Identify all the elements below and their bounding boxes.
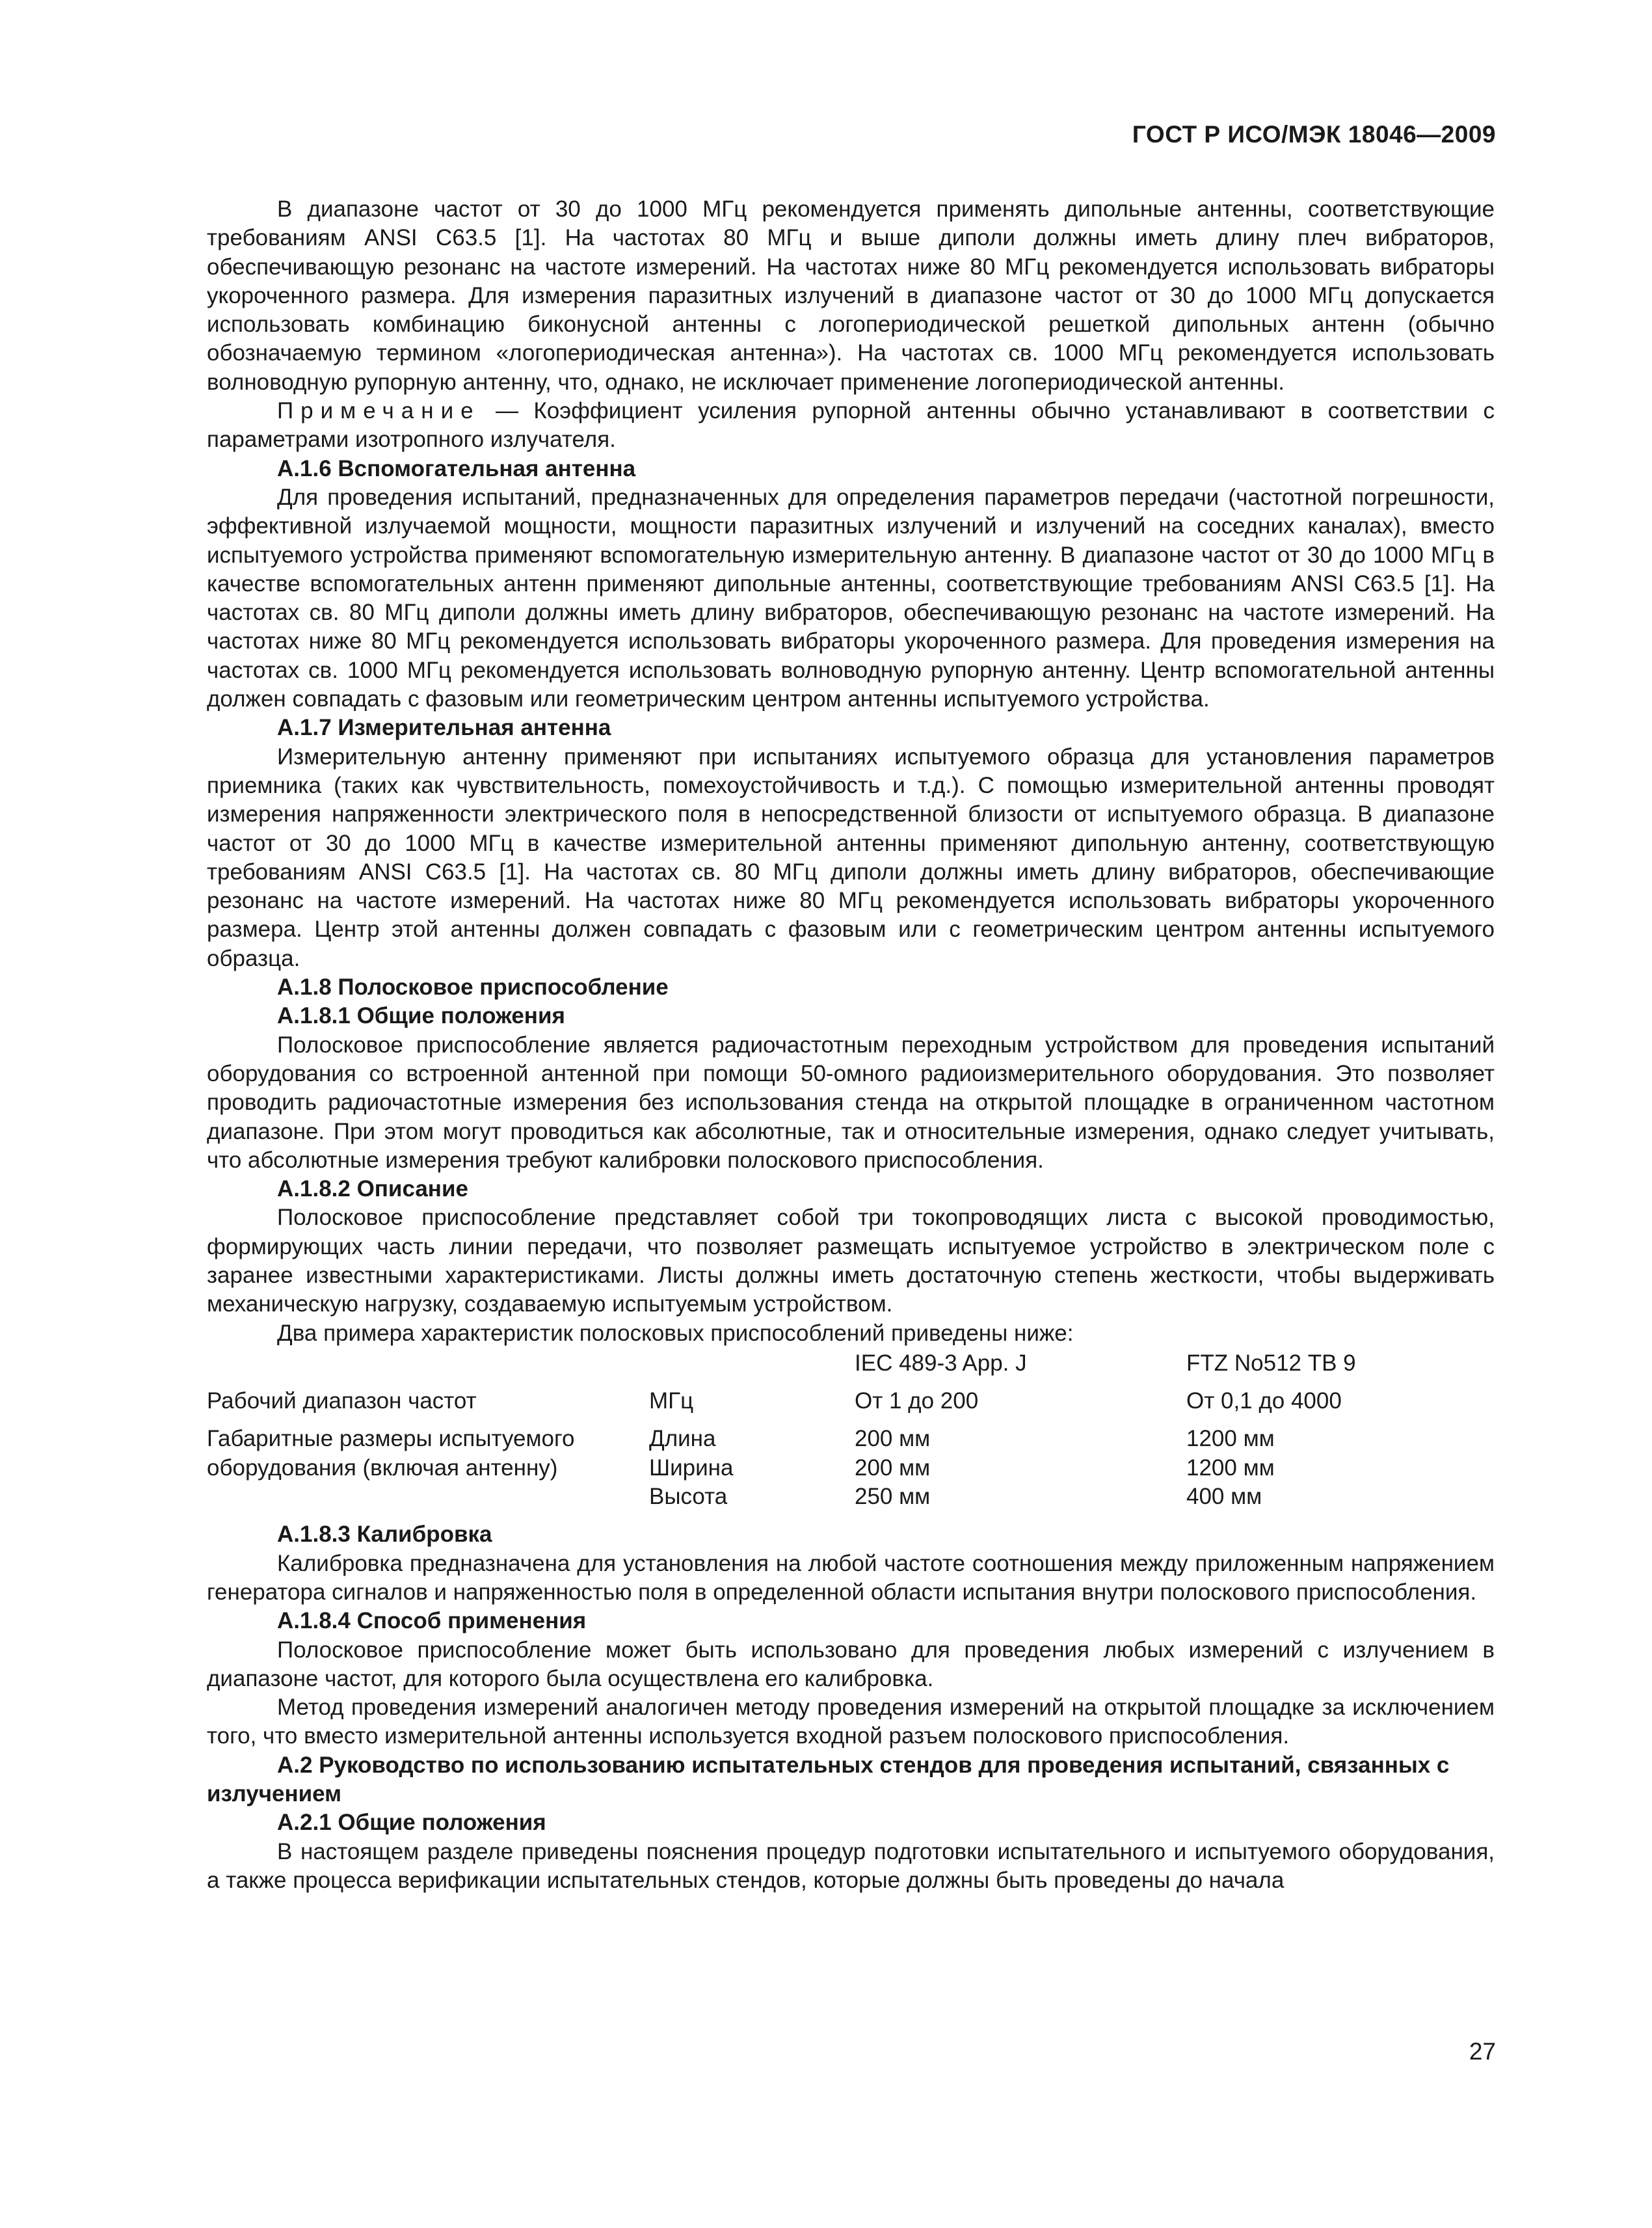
cell-value: 250 мм bbox=[855, 1484, 931, 1510]
note-label: Примечание bbox=[277, 398, 481, 424]
paragraph-antenna-range: В диапазоне частот от 30 до 1000 МГц рекомендуется применять дипольные антенны, соответствующие требованиям ANSI С63.5 [1]. На частотах 80 МГц и выше диполи должны иметь длину плеч вибраторов, обеспечивающую резонанс на частоте измерений. На частотах ниже 80 МГц рекомендуется использовать вибраторы укороченного размера. Для измерения паразитных излучений в диапазоне частот от 30 до 1000 МГц допускается использовать комбинацию биконусной антенны с логопериодической решеткой дипольных антенн (обычно обозначаемую термином «логопериодическая антенна»). На частотах св. 1000 МГц рекомендуется использовать волноводную рупорную антенну, что, однако, не исключает применение логопериодической антенны. bbox=[207, 196, 1495, 395]
row-unit: МГц bbox=[649, 1388, 694, 1414]
paragraph-a184-2: Метод проведения измерений аналогичен методу проведения измерений на открытой площадке за исключением того, что вместо измерительной антенны используется входной разъем полоскового приспособления. bbox=[207, 1695, 1495, 1749]
document-code-header: ГОСТ Р ИСО/МЭК 18046—2009 bbox=[1132, 121, 1496, 148]
paragraph-a182: Полосковое приспособление представляет собой три токопроводящих листа с высокой проводимостью, формирующих часть линии передачи, что позволяет размещать испытуемое устройство в электрическом поле с заранее известными характеристиками. Листы должны иметь достаточную степень жесткости, чтобы выдерживать механическую нагрузку, создаваемую испытуемым устройством. bbox=[207, 1205, 1495, 1317]
paragraph-a182-intro: Два примера характеристик полосковых приспособлений приведены ниже: bbox=[277, 1320, 1074, 1346]
note-text: — Коэффициент усиления рупорной антенны обычно устанавливают в соответствии с параметрами изотропного излучателя. bbox=[207, 398, 1495, 453]
column-header-iec: IEC 489-3 App. J bbox=[855, 1350, 1027, 1376]
row-unit: Ширина bbox=[649, 1455, 734, 1481]
row-unit: Длина bbox=[649, 1426, 716, 1452]
cell-value: 400 мм bbox=[1186, 1484, 1262, 1510]
row-label: оборудования (включая антенну) bbox=[207, 1455, 558, 1481]
table-row bbox=[207, 1454, 1495, 1483]
cell-value: 200 мм bbox=[855, 1426, 931, 1452]
paragraph-a184-1: Полосковое приспособление может быть использовано для проведения любых измерений с излучением в диапазоне частот, для которого была осуществлена его калибровка. bbox=[207, 1637, 1495, 1691]
column-header-ftz: FTZ No512 ТВ 9 bbox=[1186, 1350, 1356, 1376]
stripline-spec-table bbox=[207, 1349, 1495, 1511]
table-row bbox=[207, 1483, 1495, 1511]
paragraph-a183: Калибровка предназначена для установления на любой частоте соотношения между приложенным напряжением генератора сигналов и напряженностью поля в определенной области испытания внутри полоскового приспособления. bbox=[207, 1550, 1495, 1605]
heading-a183: А.1.8.3 Калибровка bbox=[277, 1522, 492, 1548]
heading-a184: А.1.8.4 Способ применения bbox=[277, 1608, 587, 1634]
row-unit: Высота bbox=[649, 1484, 728, 1510]
row-label: Рабочий диапазон частот bbox=[207, 1388, 477, 1414]
row-label: Габаритные размеры испытуемого bbox=[207, 1426, 575, 1452]
cell-value: От 1 до 200 bbox=[855, 1388, 979, 1414]
table-row bbox=[207, 1387, 1495, 1416]
note bbox=[207, 397, 1495, 455]
paragraph-a181: Полосковое приспособление является радиочастотным переходным устройством для проведения испытаний оборудования со встроенной антенной при помощи 50-омного радиоизмерительного оборудования. Это позволяет проводить радиочастотные измерения без использования стенда на открытой площадке в ограниченном частотном диапазоне. При этом могут проводиться как абсолютные, так и относительные измерения, однако следует учитывать, что абсолютные измерения требуют калибровки полоскового приспособления. bbox=[207, 1032, 1495, 1173]
heading-a2: А.2 Руководство по использованию испытательных стендов для проведения испытаний, связанных с излучением bbox=[207, 1752, 1450, 1807]
document-body bbox=[207, 195, 1495, 1895]
cell-value: От 0,1 до 4000 bbox=[1186, 1388, 1342, 1414]
page-number: 27 bbox=[1469, 2038, 1496, 2065]
paragraph-a21: В настоящем разделе приведены пояснения процедур подготовки испытательного и испытуемого оборудования, а также процесса верификации испытательных стендов, которые должны быть проведены до начала bbox=[207, 1838, 1495, 1893]
table-header-row bbox=[207, 1349, 1495, 1378]
paragraph-a16: Для проведения испытаний, предназначенных для определения параметров передачи (частотной погрешности, эффективной излучаемой мощности, мощности паразитных излучений и излучений на соседних каналах), вместо испытуемого устройства применяют вспомогательную измерительную антенну. В диапазоне частот от 30 до 1000 МГц в качестве вспомогательных антенн применяют дипольные антенны, соответствующие требованиям ANSI С63.5 [1]. На частотах св. 80 МГц диполи должны иметь длину вибраторов, обеспечивающую резонанс на частоте измерений. На частотах ниже 80 МГц рекомендуется использовать вибраторы укороченного размера. Для проведения измерения на частотах св. 1000 МГц рекомендуется использовать волноводную рупорную антенну. Центр вспомогательной антенны должен совпадать с фазовым или геометрическим центром антенны испытуемого устройства. bbox=[207, 484, 1495, 712]
heading-a21: А.2.1 Общие положения bbox=[277, 1810, 546, 1836]
heading-a16: А.1.6 Вспомогательная антенна bbox=[277, 455, 636, 481]
paragraph-a17: Измерительную антенну применяют при испытаниях испытуемого образца для установления параметров приемника (таких как чувствительность, помехоустойчивость и т.д.). С помощью измерительной антенны проводят измерения напряженности электрического поля в непосредственной близости от испытуемого образца. В диапазоне частот от 30 до 1000 МГц в качестве измерительной антенны применяют дипольную антенну, соответствующую требованиям ANSI С63.5 [1]. На частотах св. 80 МГц диполи должны иметь длину вибраторов, обеспечивающие резонанс на частоте измерений. На частотах ниже 80 МГц рекомендуется использовать вибраторы укороченного размера. Центр этой антенны должен совпадать с фазовым или с геометрическим центром антенны испытуемого образца. bbox=[207, 744, 1495, 971]
heading-a182: А.1.8.2 Описание bbox=[277, 1176, 468, 1202]
heading-a181: А.1.8.1 Общие положения bbox=[277, 1003, 565, 1029]
cell-value: 1200 мм bbox=[1186, 1426, 1275, 1452]
table-row bbox=[207, 1425, 1495, 1453]
heading-a18: А.1.8 Полосковое приспособление bbox=[277, 974, 669, 1000]
cell-value: 200 мм bbox=[855, 1455, 931, 1481]
heading-a17: А.1.7 Измерительная антенна bbox=[277, 715, 611, 741]
cell-value: 1200 мм bbox=[1186, 1455, 1275, 1481]
